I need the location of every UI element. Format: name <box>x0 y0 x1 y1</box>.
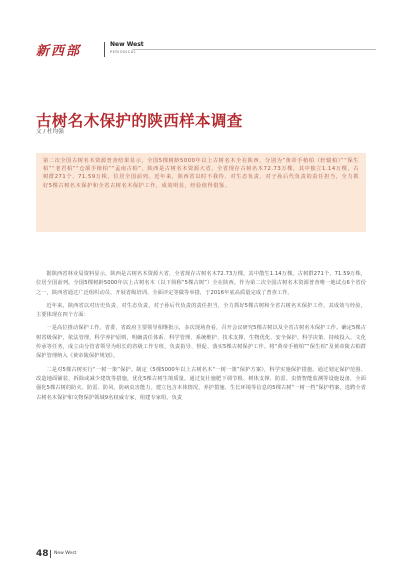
body-paragraph: 近年来，陕西省以对历史负责、对生态负责、对子孙后代负责的责任担当，全力抓好5棵古树和全省古树名木保护工作，其成效与经验，主要体现在四个方面： <box>36 302 366 319</box>
body-paragraph: 二是对5棵古树实行“一树一策”保护。制定《5棵5000年以上古树名木“一树一策”保护方案》，科学实施保护措施。通过划定保护范围、改造地面铺装、拆除或减少建筑等措施，优化5棵古树生境质量。通过复壮施肥下调节根、树体支撑、防雷、虫情智能监测等设施设备，全面强化5棵古树的防火、防雷、防风、防病虫害能力。建立包含本体情况、养护措施、生长环境等信息的5棵古树“一树一档”保护档案，选聘全省古树名木保护和文物保护领域9名权威专家，组建专家组，负责 <box>36 366 366 401</box>
body-paragraph: 据陕西省林业局资料显示，陕西是古树名木资源大省，全省现存古树名木72.73万棵，其中散生1.14万棵，古树群271个、71.59万株，位居全国前列。全国5棵树龄5000年以上古树名木（以下简称“5棵古树”）全在陕西。作为第二次全国古树名木资源普查唯一地试点6个省份之一，陕西省通过广泛组织动员、开展省级培训、全面评定等做等举措，于2016年底高质量完成了普查工作。 <box>36 271 366 296</box>
body-paragraph: 一是高位推动保护工作。省委、省政府主要领导相继批示，多次现场查看，召开会议研究5棵古树以及全省古树名木保护工作。确定5棵古树省级保护，依法管理，科学养护原则，明确责任体系、科学管理、系统维护、技术支撑、生物优化、安全保护、科学决策、持续投入、文化传承等任务，成立由分管省领导为组长的省级工作专班，负责指导、督促、落实5棵古树保护工作。将“黄帝手植柏”“保生柏”及黄帝陵古柏群保护管理纳入《黄帝陵保护规划》。 <box>36 325 366 360</box>
page-number: 48 <box>36 549 49 559</box>
article-author: 文 / 杜均强 <box>36 129 64 135</box>
article-body <box>36 270 366 407</box>
magazine-logo-subtitle: PERIODICAL <box>110 50 137 54</box>
abstract-text: 第二次全国古树名木资源普查结果显示，全国5棵树龄5000年以上古树名木全在陕西，分别为“黄帝手植柏（轩辕柏）”“保生柏”“老君柏”“仓颉手植柏”“孟南古柏”，陕西是古树名木资源大省。全省现存古树名木72.73万棵，其中独立1.14万棵，古树群271个、71.59万株，位居全国前列。近年来，陕西省以时不我待、对生态负责、对子孙后代负责的责任担当，全力抓好5棵古树名木保护和全省古树名木保护工作，成效明显，经验值得借鉴。 <box>43 158 359 189</box>
article-title: 古树名木保护的陕西样本调查 <box>36 112 243 131</box>
masthead <box>36 40 376 60</box>
magazine-logo: 新西部 <box>36 44 82 59</box>
footer-divider <box>50 550 51 558</box>
magazine-logo-english: New West <box>110 41 144 48</box>
article-abstract <box>36 153 366 232</box>
masthead-rule <box>132 49 376 50</box>
footer-magazine-name: New West <box>54 551 77 556</box>
logo-divider <box>104 42 105 57</box>
